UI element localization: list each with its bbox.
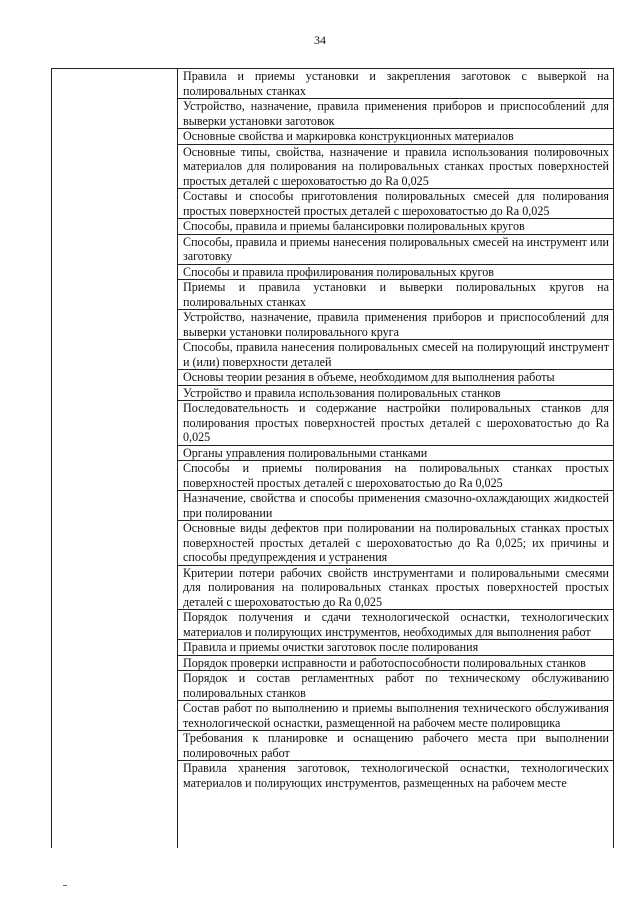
table-row: Способы, правила и приемы нанесения полировальных смесей на инструмент или заготовку (178, 235, 613, 265)
table-row: Правила и приемы установки и закрепления заготовок с выверкой на полировальных станках (178, 69, 613, 99)
table-row: Требования к планировке и оснащению рабочего места при выполнении полировочных работ (178, 731, 613, 761)
table-row: Устройство, назначение, правила применения приборов и приспособлений для выверки установки заготовок (178, 99, 613, 129)
table-row: Способы, правила и приемы балансировки полировальных кругов (178, 219, 613, 235)
table-row: Порядок и состав регламентных работ по техническому обслуживанию полировальных станков (178, 671, 613, 701)
table-row: Способы и правила профилирования полировальных кругов (178, 265, 613, 281)
table-row: Порядок проверки исправности и работоспособности полировальных станков (178, 656, 613, 672)
table-right-column (178, 69, 613, 790)
table-row: Устройство и правила использования полировальных станков (178, 386, 613, 402)
table-row: Составы и способы приготовления полировальных смесей для полирования простых поверхностей простых деталей с шероховатостью до Ra 0,025 (178, 189, 613, 219)
table-row: Способы и приемы полирования на полировальных станках простых поверхностей простых деталей с шероховатостью до Ra 0,025 (178, 461, 613, 491)
table-row: Органы управления полировальными станками (178, 446, 613, 462)
table-row: Устройство, назначение, правила применения приборов и приспособлений для выверки установки полировального круга (178, 310, 613, 340)
table-row: Способы, правила нанесения полировальных смесей на полирующий инструмент и (или) поверхности деталей (178, 340, 613, 370)
table-row: Назначение, свойства и способы применения смазочно-охлаждающих жидкостей при полировании (178, 491, 613, 521)
page-number: 34 (314, 33, 326, 47)
table-row: Приемы и правила установки и выверки полировальных кругов на полировальных станках (178, 280, 613, 310)
table-row: Основные типы, свойства, назначение и правила использования полировочных материалов для полирования на полировальных станках простых поверхностей простых деталей с шероховатостью до Ra 0,025 (178, 145, 613, 190)
table-row: Правила хранения заготовок, технологической оснастки, технологических материалов и полирующих инструментов, размещенных на рабочем месте (183, 761, 609, 790)
table-row: Основные виды дефектов при полировании на полировальных станках простых поверхностей простых деталей с шероховатостью до Ra 0,025; их причины и способы предупреждения и устранения (178, 521, 613, 566)
table-row: Последовательность и содержание настройки полировальных станков для полирования простых поверхностей простых деталей с шероховатостью до Ra 0,025 (178, 401, 613, 446)
table-row: Правила и приемы очистки заготовок после полирования (178, 640, 613, 656)
table-row: Основные свойства и маркировка конструкционных материалов (178, 129, 613, 145)
scan-mark (63, 885, 67, 886)
table-row: Критерии потери рабочих свойств инструментами и полировальными смесями для полирования на полировальных станках простых поверхностей простых деталей с шероховатостью до Ra 0,025 (178, 566, 613, 611)
table-row: Состав работ по выполнению и приемы выполнения технического обслуживания технологической оснастки, размещенной на рабочем месте полировщика (178, 701, 613, 731)
knowledge-table (51, 68, 614, 848)
table-left-column (52, 69, 178, 848)
table-row: Порядок получения и сдачи технологической оснастки, технологических материалов и полирующих инструментов, необходимых для выполнения работ (178, 610, 613, 640)
table-row: Основы теории резания в объеме, необходимом для выполнения работы (178, 370, 613, 386)
